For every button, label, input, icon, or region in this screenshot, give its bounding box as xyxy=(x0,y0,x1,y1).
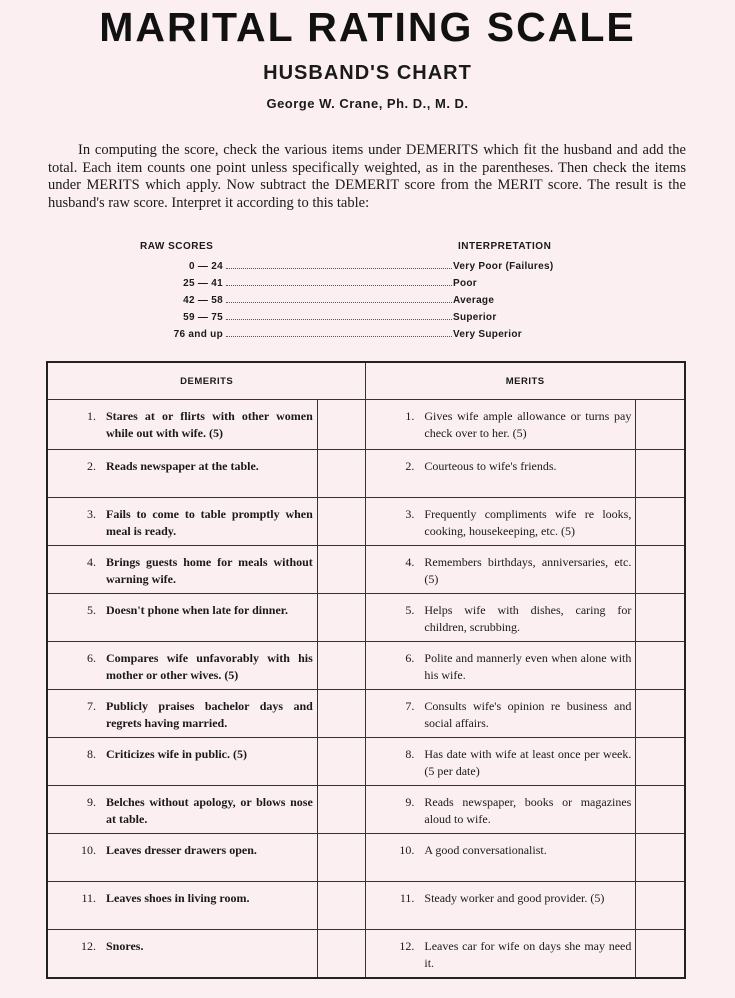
merit-item xyxy=(366,594,636,642)
dot-leader xyxy=(226,302,452,303)
demerit-number: 6. xyxy=(87,651,96,665)
merit-number: 4. xyxy=(405,555,415,569)
page-title: MARITAL RATING SCALE xyxy=(99,4,636,50)
merit-item xyxy=(366,930,636,978)
merit-text: Courteous to wife's friends. xyxy=(424,459,557,473)
chart-row xyxy=(47,882,685,930)
merit-checkbox[interactable] xyxy=(636,642,685,690)
merit-text: Frequently compliments wife re looks, cooking, housekeeping, etc. (5) xyxy=(424,507,632,538)
merit-number: 10. xyxy=(399,843,415,857)
demerits-header: DEMERITS xyxy=(47,362,366,400)
demerit-checkbox[interactable] xyxy=(317,450,366,498)
score-row xyxy=(138,307,588,323)
merit-item xyxy=(366,498,636,546)
demerit-item xyxy=(47,882,317,930)
demerit-item xyxy=(47,786,317,834)
demerit-checkbox[interactable] xyxy=(317,738,366,786)
demerit-number: 10. xyxy=(81,843,96,857)
chart-row xyxy=(47,738,685,786)
merit-text: Consults wife's opinion re business and social affairs. xyxy=(424,699,632,730)
merit-number: 6. xyxy=(405,651,415,665)
demerit-checkbox[interactable] xyxy=(317,594,366,642)
chart-row xyxy=(47,834,685,882)
demerit-checkbox[interactable] xyxy=(317,546,366,594)
merit-number: 12. xyxy=(399,939,415,953)
demerit-text: Stares at or flirts with other women while out with wife. (5) xyxy=(106,409,313,440)
demerit-number: 7. xyxy=(87,699,96,713)
merit-item xyxy=(366,642,636,690)
demerit-checkbox[interactable] xyxy=(317,930,366,978)
demerit-number: 1. xyxy=(87,409,96,423)
merit-number: 5. xyxy=(405,603,415,617)
demerit-number: 11. xyxy=(81,891,96,905)
score-range: 0 — 24 xyxy=(188,261,223,272)
score-interpretation: Poor xyxy=(453,278,477,289)
demerit-text: Doesn't phone when late for dinner. xyxy=(106,603,289,617)
demerit-number: 4. xyxy=(87,555,96,569)
demerit-checkbox[interactable] xyxy=(317,642,366,690)
score-interpretation: Very Superior xyxy=(453,329,522,340)
demerit-item xyxy=(47,400,317,450)
merit-item xyxy=(366,834,636,882)
merit-text: Remembers birthdays, anniversaries, etc. (5) xyxy=(424,555,632,586)
demerit-text: Brings guests home for meals without warning wife. xyxy=(106,555,313,586)
chart-body xyxy=(47,400,685,978)
rating-chart-table xyxy=(46,361,686,979)
score-interpretation: Superior xyxy=(453,312,497,323)
demerit-text: Reads newspaper at the table. xyxy=(106,459,259,473)
chart-row xyxy=(47,498,685,546)
merit-checkbox[interactable] xyxy=(636,882,685,930)
merit-text: Has date with wife at least once per week. (5 per date) xyxy=(424,747,632,778)
merit-item xyxy=(366,690,636,738)
raw-scores-header: RAW SCORES xyxy=(140,241,214,252)
merit-text: Polite and mannerly even when alone with his wife. xyxy=(424,651,632,682)
demerit-text: Leaves shoes in living room. xyxy=(106,891,250,905)
demerit-number: 9. xyxy=(87,795,96,809)
merit-number: 7. xyxy=(405,699,415,713)
merits-header: MERITS xyxy=(366,362,685,400)
score-range: 59 — 75 xyxy=(183,312,223,323)
page-subtitle: HUSBAND'S CHART xyxy=(263,62,472,84)
merit-checkbox[interactable] xyxy=(636,834,685,882)
demerit-text: Snores. xyxy=(106,939,144,953)
chart-row xyxy=(47,400,685,450)
merit-checkbox[interactable] xyxy=(636,738,685,786)
demerit-checkbox[interactable] xyxy=(317,498,366,546)
score-range: 76 and up xyxy=(173,329,223,340)
dot-leader xyxy=(226,285,452,286)
merit-checkbox[interactable] xyxy=(636,498,685,546)
merit-number: 11. xyxy=(399,891,415,905)
chart-row xyxy=(47,594,685,642)
demerit-checkbox[interactable] xyxy=(317,882,366,930)
merit-number: 8. xyxy=(405,747,415,761)
demerit-item xyxy=(47,930,317,978)
merit-checkbox[interactable] xyxy=(636,690,685,738)
interpretation-header: INTERPRETATION xyxy=(458,241,552,252)
demerit-item xyxy=(47,594,317,642)
score-interpretation: Very Poor (Failures) xyxy=(453,261,554,272)
score-row xyxy=(138,324,588,340)
demerit-item xyxy=(47,642,317,690)
demerit-checkbox[interactable] xyxy=(317,834,366,882)
instructions-paragraph: In computing the score, check the various items under DEMERITS which fit the husband and add the total. Each item counts one point unless specifically weighted, as in the parentheses. Then check the items under MERITS which apply. Now subtract the DEMERIT score from the MERIT score. The result is the husband's raw score. Interpret it according to this table: xyxy=(48,142,686,211)
chart-row xyxy=(47,786,685,834)
merit-item xyxy=(366,738,636,786)
chart-row xyxy=(47,642,685,690)
chart-row xyxy=(47,450,685,498)
score-row xyxy=(138,273,588,289)
demerit-checkbox[interactable] xyxy=(317,690,366,738)
dot-leader xyxy=(226,268,452,269)
merit-item xyxy=(366,450,636,498)
demerit-number: 3. xyxy=(87,507,96,521)
merit-checkbox[interactable] xyxy=(636,594,685,642)
demerit-checkbox[interactable] xyxy=(317,400,366,450)
demerit-text: Publicly praises bachelor days and regrets having married. xyxy=(106,699,313,730)
merit-item xyxy=(366,786,636,834)
demerit-number: 12. xyxy=(81,939,96,953)
demerit-text: Fails to come to table promptly when meal is ready. xyxy=(106,507,313,538)
merit-checkbox[interactable] xyxy=(636,450,685,498)
demerit-item xyxy=(47,546,317,594)
demerit-number: 5. xyxy=(87,603,96,617)
demerit-number: 2. xyxy=(87,459,96,473)
chart-row xyxy=(47,690,685,738)
merit-checkbox[interactable] xyxy=(636,400,685,450)
merit-item xyxy=(366,400,636,450)
merit-number: 9. xyxy=(405,795,415,809)
score-row xyxy=(138,256,588,272)
score-interpretation: Average xyxy=(453,295,495,306)
chart-row xyxy=(47,546,685,594)
merit-text: Gives wife ample allowance or turns pay check over to her. (5) xyxy=(424,409,632,440)
merit-checkbox[interactable] xyxy=(636,786,685,834)
merit-text: Helps wife with dishes, caring for children, scrubbing. xyxy=(424,603,632,634)
demerit-item xyxy=(47,738,317,786)
merit-item xyxy=(366,882,636,930)
demerit-text: Leaves dresser drawers open. xyxy=(106,843,257,857)
dot-leader xyxy=(226,319,452,320)
demerit-item xyxy=(47,450,317,498)
merit-text: Reads newspaper, books or magazines aloud to wife. xyxy=(424,795,632,826)
demerit-item xyxy=(47,834,317,882)
demerit-checkbox[interactable] xyxy=(317,786,366,834)
merit-text: Leaves car for wife on days she may need it. xyxy=(424,939,632,970)
merit-item xyxy=(366,546,636,594)
demerit-text: Compares wife unfavorably with his mother or other wives. (5) xyxy=(106,651,313,682)
merit-checkbox[interactable] xyxy=(636,930,685,978)
author-line: George W. Crane, Ph. D., M. D. xyxy=(266,96,469,111)
merit-number: 2. xyxy=(405,459,415,473)
demerit-text: Belches without apology, or blows nose at table. xyxy=(106,795,313,826)
merit-number: 3. xyxy=(405,507,415,521)
merit-text: Steady worker and good provider. (5) xyxy=(424,891,605,905)
demerit-text: Criticizes wife in public. (5) xyxy=(106,747,247,761)
dot-leader xyxy=(226,336,452,337)
demerit-number: 8. xyxy=(87,747,96,761)
score-range: 42 — 58 xyxy=(183,295,223,306)
score-row xyxy=(138,290,588,306)
merit-text: A good conversationalist. xyxy=(424,843,547,857)
merit-checkbox[interactable] xyxy=(636,546,685,594)
demerit-item xyxy=(47,498,317,546)
score-range: 25 — 41 xyxy=(183,278,223,289)
merit-number: 1. xyxy=(405,409,415,423)
chart-row xyxy=(47,930,685,978)
demerit-item xyxy=(47,690,317,738)
